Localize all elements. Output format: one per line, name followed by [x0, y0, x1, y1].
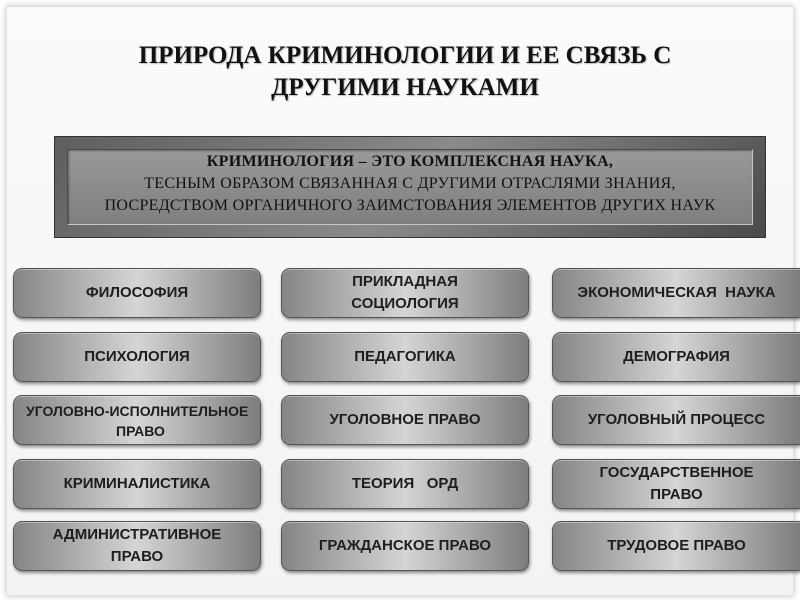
- science-labor-law: [552, 521, 800, 571]
- science-label: ГРАЖДАНСКОЕ ПРАВО: [318, 537, 492, 554]
- science-label: УГОЛОВНОЕ ПРАВО: [329, 411, 481, 428]
- science-label: ТРУДОВОЕ ПРАВО: [607, 537, 746, 554]
- title-line-1: ПРИРОДА КРИМИНОЛОГИИ И ЕЕ СВЯЗЬ С: [138, 42, 672, 69]
- science-applied-sociology: [281, 268, 529, 318]
- science-label: УГОЛОВНО-ИСПОЛНИТЕЛЬНОЕ: [26, 403, 249, 419]
- definition-line-1: КРИМИНОЛОГИЯ – ЭТО КОМПЛЕКСНАЯ НАУКА,: [206, 153, 614, 170]
- science-label: ПРАВО: [116, 423, 165, 439]
- science-state-law: [552, 459, 800, 509]
- science-administrative-law: [13, 521, 261, 571]
- science-label: ГОСУДАРСТВЕННОЕ: [599, 464, 754, 481]
- definition-box: [54, 136, 766, 238]
- science-psychology: [13, 332, 261, 382]
- science-ord-theory: [281, 459, 529, 509]
- science-label: АДМИНИСТРАТИВНОЕ: [52, 526, 222, 543]
- science-label: ПРАВО: [110, 548, 164, 565]
- science-philosophy: [13, 268, 261, 318]
- science-criminalistics: [13, 459, 261, 509]
- science-label: ТЕОРИЯ ОРД: [351, 475, 459, 492]
- science-economics: [552, 268, 800, 318]
- definition-text: [55, 151, 765, 217]
- science-civil-law: [281, 521, 529, 571]
- title-line-2: ДРУГИМИ НАУКАМИ: [271, 74, 539, 101]
- science-criminal-law: [281, 395, 529, 445]
- science-label: ПРИКЛАДНАЯ: [352, 273, 458, 290]
- science-label: ПСИХОЛОГИЯ: [84, 348, 190, 365]
- definition-line-2: ТЕСНЫМ ОБРАЗОМ СВЯЗАННАЯ С ДРУГИМИ ОТРАСЛЯМИ ЗНАНИЯ,: [144, 175, 676, 192]
- science-label: КРИМИНАЛИСТИКА: [63, 475, 211, 492]
- science-label: ФИЛОСОФИЯ: [85, 284, 189, 301]
- science-label: ДЕМОГРАФИЯ: [623, 348, 730, 365]
- science-label: УГОЛОВНЫЙ ПРОЦЕСС: [587, 411, 766, 428]
- definition-line-3: ПОСРЕДСТВОМ ОРГАНИЧНОГО ЗАИМСТОВАНИЯ ЭЛЕМЕНТОВ ДРУГИХ НАУК: [104, 197, 716, 214]
- science-penal-enforcement-law: [13, 395, 261, 445]
- science-criminal-procedure: [552, 395, 800, 445]
- science-demography: [552, 332, 800, 382]
- science-label: ПЕДАГОГИКА: [354, 348, 456, 365]
- slide-title: [40, 40, 770, 104]
- science-label: ЭКОНОМИЧЕСКАЯ НАУКА: [577, 284, 776, 301]
- science-label: СОЦИОЛОГИЯ: [351, 295, 459, 312]
- science-label: ПРАВО: [650, 486, 703, 503]
- science-pedagogy: [281, 332, 529, 382]
